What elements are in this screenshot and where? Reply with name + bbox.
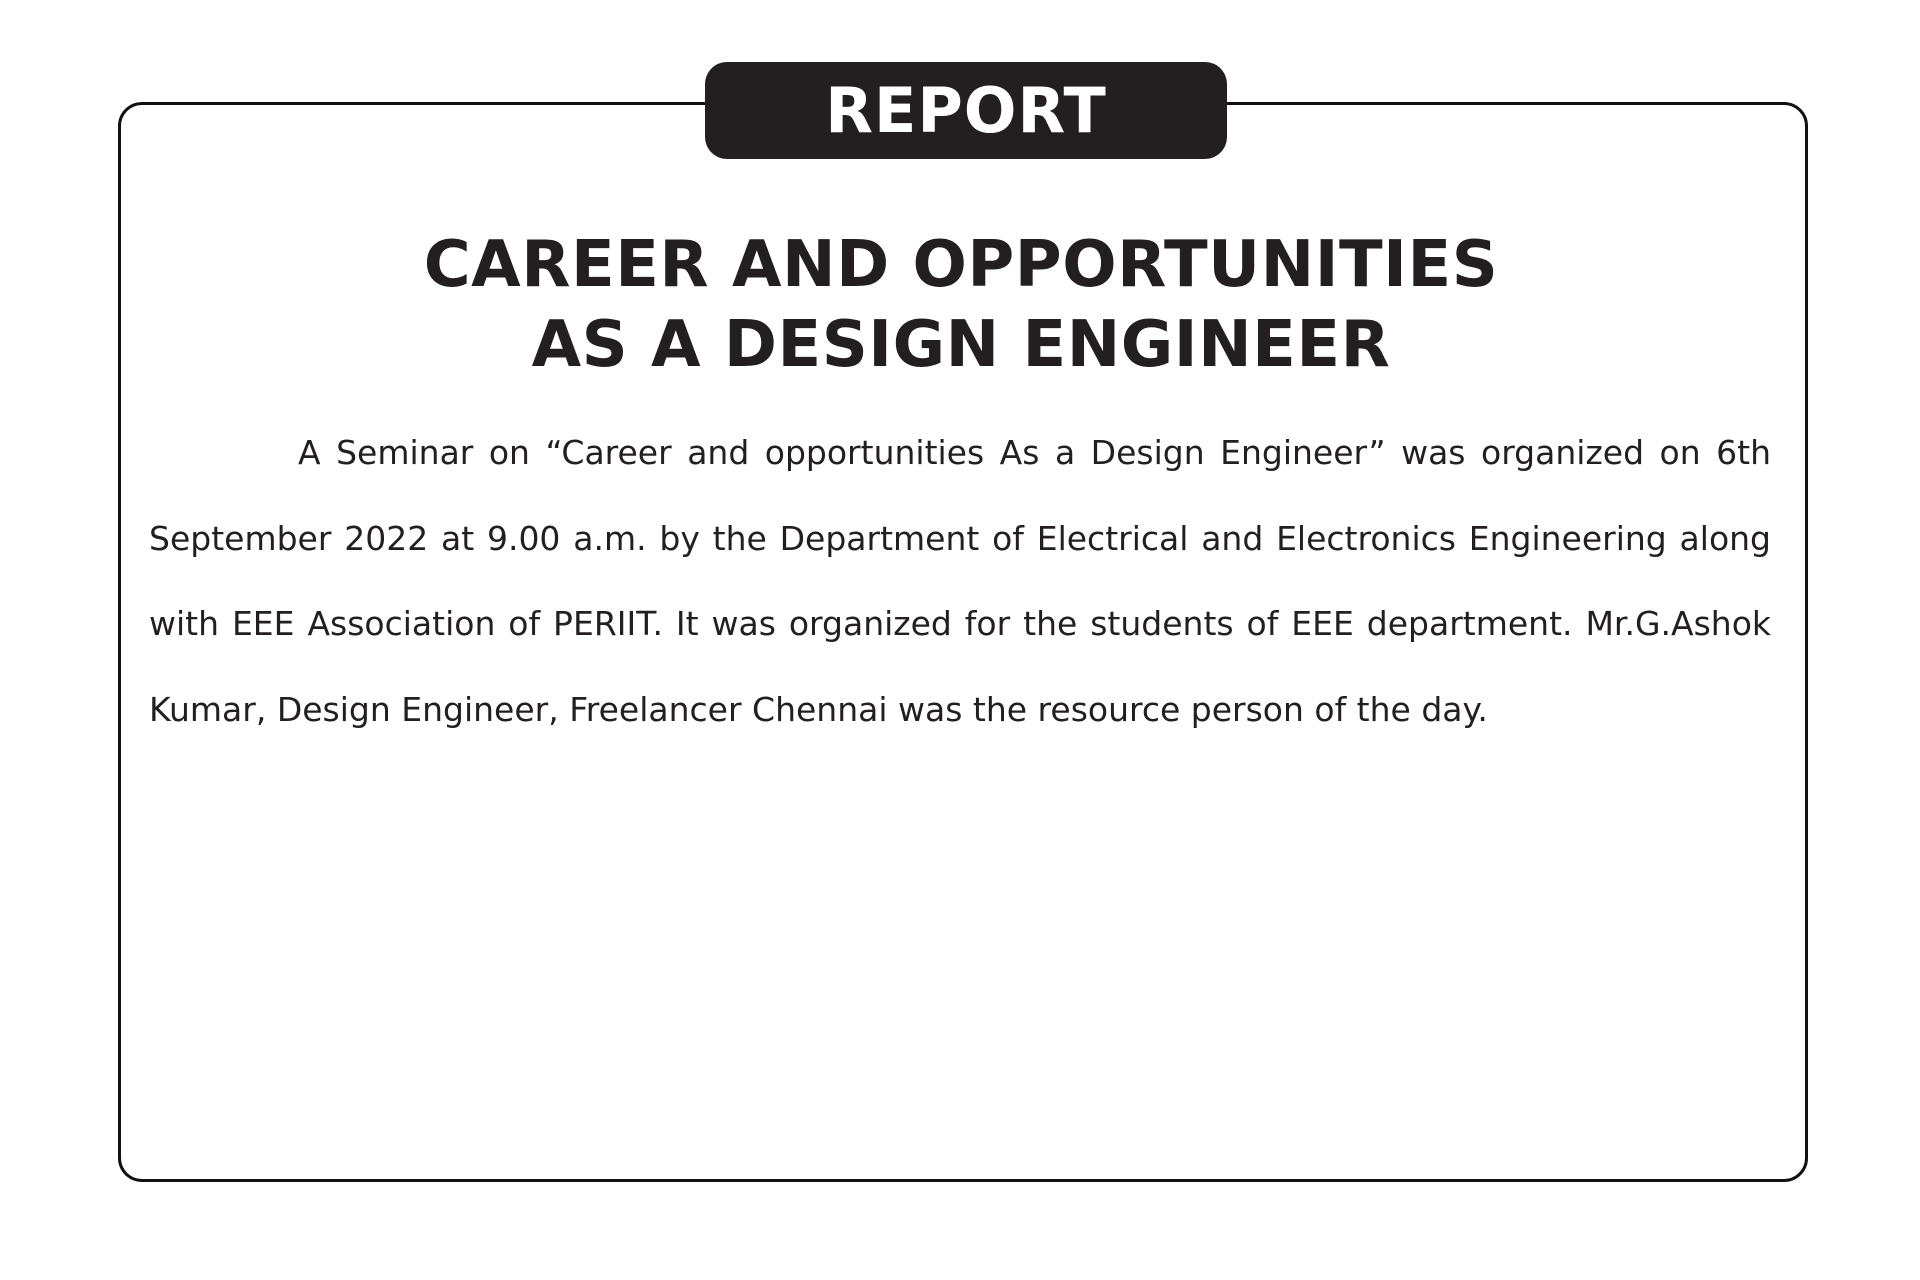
report-title-line-1: CAREER AND OPPORTUNITIES xyxy=(423,228,1499,302)
report-body-paragraph: A Seminar on “Career and opportunities As a Design Engineer” was organized on 6th September 2022 at 9.00 a.m. by the Department of Electrical and Electronics Engineering along with EEE Association of PERIIT. It was organized for the students of EEE department. Mr.G.Ashok Kumar, Design Engineer, Freelancer Chennai was the resource person of the day. xyxy=(149,433,1771,729)
report-badge xyxy=(705,62,1227,159)
report-title xyxy=(150,225,1772,385)
report-title-line-2: AS A DESIGN ENGINEER xyxy=(531,308,1391,382)
report-badge-label: REPORT xyxy=(825,73,1107,147)
